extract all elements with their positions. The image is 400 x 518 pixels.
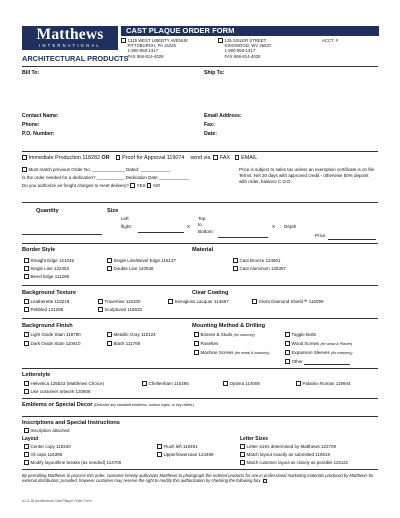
coating-option-label: Semigloss Lacquer 114657: [174, 299, 229, 304]
clear-coating-label: Clear Coating: [192, 290, 229, 296]
previous-order-row: [22, 167, 171, 173]
letterstyle-option[interactable]: [142, 381, 189, 387]
material-option-label: Cast Aluminum 125397: [239, 266, 287, 271]
address-line4: FAX 866-814-4028: [127, 53, 164, 59]
layout-option-label: All caps 116395: [30, 452, 63, 457]
contact-divider: [22, 151, 378, 152]
logo-name: Matthews: [36, 26, 104, 43]
size-label: Size: [107, 208, 119, 214]
layout-option[interactable]: [24, 444, 71, 450]
letter-size-option-label: Letter sizes determined by Matthews 122709: [246, 444, 337, 449]
mounting-option[interactable]: [194, 332, 255, 338]
proof-approval-checkbox[interactable]: [116, 155, 121, 160]
letter-size-option-label: Match customer layout as closely as possible 125122: [246, 460, 349, 465]
finish-option[interactable]: [24, 341, 80, 347]
size-left-label: Left: [121, 216, 129, 221]
address-line3: 1-800-950-1317: [224, 48, 256, 54]
immediate-production-label: Immediate Production 118282: [28, 155, 101, 161]
or-label: OR: [101, 155, 110, 161]
finish-divider: [22, 368, 378, 369]
material-option[interactable]: [233, 258, 281, 264]
ship-to-field[interactable]: [204, 78, 378, 108]
previous-order-checkbox[interactable]: [22, 167, 27, 172]
inscriptions-divider: [22, 469, 378, 470]
mounting-option[interactable]: [194, 350, 269, 356]
mounting-option-label: Other: [291, 359, 303, 364]
mounting-note: (for masonry): [233, 333, 255, 337]
inscription-attached-option[interactable]: [24, 428, 70, 434]
layout-center-copy-checkbox[interactable]: [24, 444, 29, 449]
mounting-option-label: Toggle Bolts: [291, 332, 317, 337]
immediate-production-checkbox[interactable]: [22, 155, 27, 160]
emblems-label: Emblems or Special Decor: [22, 402, 93, 408]
texture-option-label: Leatherette 118218: [30, 299, 70, 304]
mounting-option[interactable]: [285, 332, 316, 338]
finish-option-label: Black 111768: [113, 341, 141, 346]
mounting-option[interactable]: [194, 341, 218, 347]
depth-label: Depth: [284, 224, 297, 229]
texture-option[interactable]: [98, 307, 142, 313]
mounting-machine-screws-checkbox[interactable]: [194, 350, 199, 355]
texture-option[interactable]: [98, 299, 141, 305]
mounting-option[interactable]: [285, 359, 350, 365]
mounting-other-field[interactable]: [304, 360, 350, 365]
address-line1: 1315 WEST LIBERTY AVENUE: [127, 38, 188, 43]
emblems-divider: [22, 416, 378, 417]
border-bevel-edge-checkbox[interactable]: [24, 274, 29, 279]
texture-option-label: Pebbled 121286: [30, 307, 64, 312]
division-name: ARCHITECTURAL PRODUCTS: [22, 54, 129, 63]
quantity-field[interactable]: [22, 230, 102, 235]
depth-x-separator: X: [272, 224, 276, 229]
layout-label: Layout: [22, 436, 39, 442]
coating-gloss-diamond-checkbox[interactable]: [252, 299, 257, 304]
coating-option[interactable]: [168, 299, 229, 305]
finish-option[interactable]: [107, 341, 140, 347]
mounting-option[interactable]: [285, 341, 352, 347]
border-straight-edge-checkbox[interactable]: [24, 258, 29, 263]
texture-option-label: Travertine 116200: [104, 299, 141, 304]
letterstyle-option-label: Cheltenham 115295: [148, 381, 189, 386]
address-kingwood-checkbox[interactable]: [218, 38, 223, 43]
contact-name-label: Contact Name:: [22, 113, 59, 119]
layout-upper-lowercase-checkbox[interactable]: [157, 452, 162, 457]
coating-option[interactable]: [252, 299, 323, 305]
layout-option[interactable]: [24, 452, 62, 458]
letter-size-option-label: Match layout exactly as submitted 116619: [246, 452, 330, 457]
air-freight-no-checkbox[interactable]: [147, 183, 152, 188]
border-option[interactable]: [24, 258, 74, 264]
texture-option[interactable]: [24, 307, 63, 313]
logo-subtitle: INTERNATIONAL: [39, 43, 101, 48]
material-aluminum-checkbox[interactable]: [233, 266, 238, 271]
size-bottom-label: Bottom:: [198, 229, 214, 234]
po-number-label: P.O. Number:: [22, 131, 55, 137]
texture-sculptured-checkbox[interactable]: [98, 307, 103, 312]
material-label: Material: [192, 247, 214, 253]
letterstyle-option[interactable]: [223, 381, 260, 387]
price-field[interactable]: [328, 235, 376, 240]
mounting-bosses-studs-checkbox[interactable]: [194, 332, 199, 337]
finish-option-label: Light Oxide Stain 118790: [30, 332, 81, 337]
size-divider: [22, 243, 378, 244]
background-finish-label: Background Finish: [22, 323, 73, 329]
mounting-rosettes-checkbox[interactable]: [194, 341, 199, 346]
price-label: Price: [315, 233, 326, 238]
layout-option-label: Modify layout/line breaks (as needed) 114700: [30, 460, 122, 465]
mounting-option-label: Bosses & Studs: [200, 332, 233, 337]
address-kingwood: [218, 38, 271, 59]
air-freight-no-label: NO: [153, 183, 161, 188]
form-title: CAST PLAQUE ORDER FORM: [121, 26, 379, 36]
emblems-row: [22, 402, 194, 409]
send-email-label: EMAIL: [241, 155, 258, 161]
letterstyle-option-label: Use customer artwork 120806: [30, 389, 91, 394]
inscription-attached-label: Inscription attached: [30, 428, 70, 433]
border-divider: [22, 285, 378, 286]
ship-to-label: Ship To:: [204, 70, 225, 76]
letter-size-matthews-checkbox[interactable]: [240, 444, 245, 449]
quantity-label: Quantity: [36, 208, 59, 214]
layout-option-label: Center copy 119340: [30, 444, 71, 449]
texture-leatherette-checkbox[interactable]: [24, 299, 29, 304]
photo-authorization-disclaimer: [22, 473, 374, 484]
mounting-label: Mounting Method & Drilling: [192, 323, 266, 329]
letter-size-exact-checkbox[interactable]: [240, 452, 245, 457]
finish-option-label: Metallic Gray 115124: [113, 332, 156, 337]
letter-sizes-label: Letter Sizes: [240, 436, 269, 442]
finish-option[interactable]: [24, 332, 81, 338]
matthews-logo: [22, 26, 118, 50]
address-pittsburgh: [121, 38, 188, 59]
finish-metallic-gray-checkbox[interactable]: [107, 332, 112, 337]
phone-label: Phone:: [22, 122, 40, 128]
border-style-label: Border Style: [22, 247, 56, 253]
address-line2: PITTSBURGH, PA 15226: [127, 43, 176, 49]
price-terms-note: Price is subject to sales tax unless an exemption certificate is on file. Terms: Net 30 days with approved credit - otherwise 50% deposit with order, balance C.O.D.: [239, 167, 376, 184]
mounting-note: (for wood & Plaster): [320, 342, 353, 346]
texture-divider: [22, 318, 378, 319]
send-fax-checkbox[interactable]: [213, 155, 218, 160]
size-left-flight-label: flight:: [121, 224, 132, 229]
coating-semigloss-checkbox[interactable]: [168, 299, 173, 304]
proof-approval-label: Proof for Approval 119074: [122, 155, 185, 161]
letter-size-option[interactable]: [240, 444, 336, 450]
layout-option[interactable]: [24, 460, 121, 466]
mounting-option[interactable]: [285, 350, 352, 356]
air-freight-row: [22, 183, 160, 189]
letterstyle-option[interactable]: [296, 381, 350, 387]
letterstyle-option-label: Palatino Roman 119944: [302, 381, 351, 386]
material-option[interactable]: [233, 266, 286, 272]
mounting-note: (for masonry): [331, 351, 353, 355]
border-option-label: Single Line 122453: [30, 266, 70, 271]
send-email-checkbox[interactable]: [235, 155, 240, 160]
letterstyle-option[interactable]: [24, 381, 104, 387]
letterstyle-helvetica-checkbox[interactable]: [24, 381, 29, 386]
letterstyle-divider: [22, 398, 378, 399]
inscriptions-label: Inscriptions and Special Instructions: [22, 420, 120, 426]
mounting-other-checkbox[interactable]: [285, 359, 290, 364]
border-option[interactable]: [24, 266, 69, 272]
send-fax-label: FAX: [219, 155, 231, 161]
address-line1: 125 SISLER STREET: [224, 38, 267, 43]
acct-number-label: ACCT. #: [322, 38, 338, 43]
mounting-option-label: Expansion Sleeves: [291, 350, 330, 355]
letter-size-option[interactable]: [240, 460, 348, 465]
finish-dark-oxide-checkbox[interactable]: [24, 341, 29, 346]
border-option-label: Single Line/Bevel Edge 116137: [113, 258, 176, 263]
material-bronze-checkbox[interactable]: [233, 258, 238, 263]
finish-light-oxide-checkbox[interactable]: [24, 332, 29, 337]
terms-divider: [22, 202, 378, 203]
size-to-label: to: [198, 222, 202, 227]
material-option-label: Cast Bronze 124901: [239, 258, 281, 263]
size-top-label: Top: [198, 216, 206, 221]
texture-option-label: Sculptured 115632: [104, 307, 142, 312]
texture-option[interactable]: [24, 299, 69, 305]
letter-size-option[interactable]: [240, 452, 330, 458]
border-double-line-checkbox[interactable]: [107, 266, 112, 271]
size-bottom-field[interactable]: [218, 233, 268, 238]
border-option-label: Bevel Edge 111286: [30, 274, 70, 279]
layout-all-caps-checkbox[interactable]: [24, 452, 29, 457]
production-row: [22, 155, 257, 162]
inscription-attached-checkbox[interactable]: [24, 428, 29, 433]
size-left-field[interactable]: [138, 228, 184, 233]
mounting-option-label: Machine Screws: [200, 350, 234, 355]
border-option[interactable]: [24, 274, 69, 280]
background-texture-label: Background Texture: [22, 290, 76, 296]
texture-pebbled-checkbox[interactable]: [24, 307, 29, 312]
layout-option[interactable]: [157, 444, 198, 450]
border-option-label: Straight Edge 121045: [30, 258, 75, 263]
border-single-line-checkbox[interactable]: [24, 266, 29, 271]
layout-option-label: Flush left 119491: [163, 444, 198, 449]
form-footer: A1-5-18 Architectural Cast Plaque Order Form: [22, 499, 92, 503]
layout-option[interactable]: [157, 452, 214, 458]
finish-option[interactable]: [107, 332, 156, 338]
dedication-question: Is the order needed for a dedication? ___________ Dedication Date ____________: [22, 175, 189, 180]
border-single-line-bevel-checkbox[interactable]: [107, 258, 112, 263]
mounting-note: (for metal & masonry): [234, 351, 270, 355]
mounting-option-label: Wood Screws: [291, 341, 320, 346]
finish-black-checkbox[interactable]: [107, 341, 112, 346]
fax-label: Fax:: [204, 122, 215, 128]
finish-option-label: Dark Oxide Stain 110610: [30, 341, 81, 346]
letterstyle-option-label: Optima 114006: [229, 381, 260, 386]
photo-authorization-checkbox[interactable]: [263, 479, 268, 484]
border-option[interactable]: [107, 258, 176, 264]
address-line3: 1-800-950-1317: [127, 48, 159, 54]
address-pittsburgh-checkbox[interactable]: [121, 38, 126, 43]
letter-size-close-checkbox[interactable]: [240, 460, 245, 465]
mounting-toggle-bolts-checkbox[interactable]: [285, 332, 290, 337]
layout-option-label: Upper/lowercase 124499: [163, 452, 214, 457]
date-label: Date:: [204, 131, 217, 137]
previous-order-label: Must match previous Order No. _____________ Dated: ____________: [28, 167, 171, 172]
mounting-option-label: Rosettes: [200, 341, 219, 346]
air-freight-yes-label: YES: [136, 183, 146, 188]
air-freight-yes-checkbox[interactable]: [130, 183, 135, 188]
texture-travertine-checkbox[interactable]: [98, 299, 103, 304]
border-option-label: Double Line 110536: [113, 266, 154, 271]
letterstyle-cheltenham-checkbox[interactable]: [142, 381, 147, 386]
header-divider: [22, 66, 378, 67]
address-line2: KINGWOOD, WV 26537: [224, 43, 272, 49]
send-via-label: send via: [190, 155, 211, 161]
letterstyle-customer-artwork-checkbox[interactable]: [24, 389, 29, 394]
mounting-expansion-sleeves-checkbox[interactable]: [285, 350, 290, 355]
layout-modify-breaks-checkbox[interactable]: [24, 460, 29, 465]
size-x-separator: X: [187, 224, 191, 229]
emblems-field[interactable]: [22, 409, 378, 415]
email-label: Email Address:: [204, 113, 242, 119]
layout-flush-left-checkbox[interactable]: [157, 444, 162, 449]
disclaimer-text: By permitting Matthews to process this order, customer hereby authorizes Matthews to photograph the ordered products for use in professional marketing materials produced by Matthews for external distribution; provided, however customer may reserve the right to modify this authorization by checking the following box.: [22, 473, 374, 484]
letterstyle-option[interactable]: [24, 389, 91, 395]
border-option[interactable]: [107, 266, 153, 272]
address-line4: FAX 866-814-4028: [224, 53, 261, 59]
air-freight-question: Do you authorize air freight charges to meet delivery?: [22, 183, 129, 188]
letterstyle-option-label: Helvetica 125523 (Matthews Choice): [30, 381, 105, 386]
coating-option-label: Gloss Diamond Shield™ 116099: [258, 299, 324, 304]
bill-to-label: Bill To:: [22, 70, 40, 76]
letterstyle-optima-checkbox[interactable]: [223, 381, 228, 386]
letterstyle-label: Letterstyle: [22, 372, 51, 378]
bill-to-field[interactable]: [22, 78, 192, 108]
letterstyle-palatino-checkbox[interactable]: [296, 381, 301, 386]
mounting-wood-screws-checkbox[interactable]: [285, 341, 290, 346]
emblems-note: (Describe any standard emblems, custom logos, or key reliefs.): [93, 403, 195, 407]
